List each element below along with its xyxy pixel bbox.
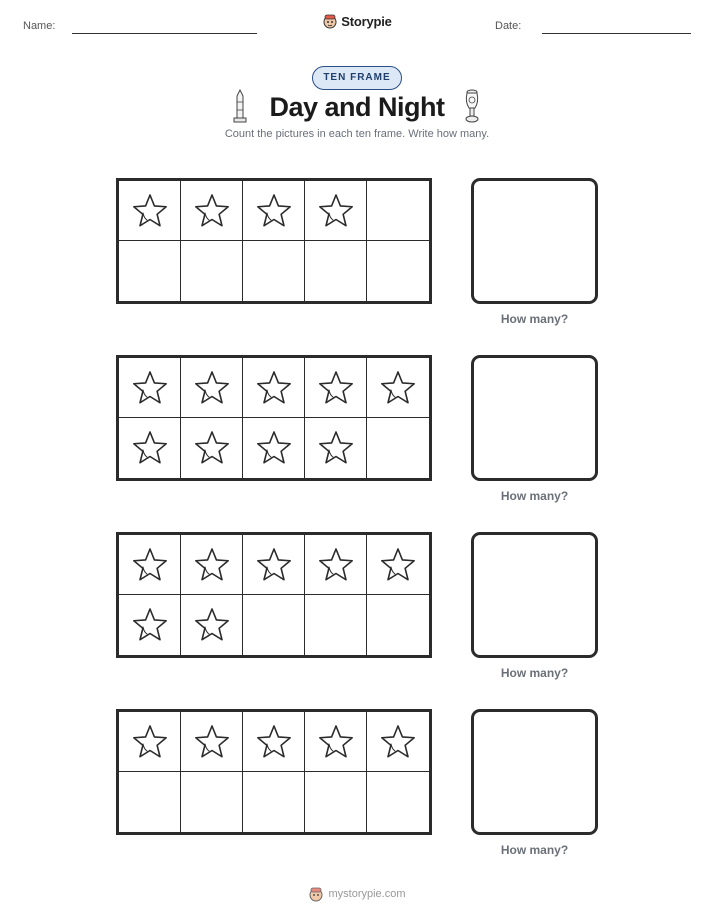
star-icon: [130, 191, 170, 231]
ten-frame-cell: [181, 772, 243, 832]
ten-frame-cell: [243, 358, 305, 418]
lamp-icon: [461, 88, 483, 124]
page-title: Day and Night: [269, 92, 445, 122]
ten-frame-cell: [119, 595, 181, 655]
ten-frame-cell: [119, 181, 181, 241]
ten-frame-cell: [367, 358, 429, 418]
storypie-mascot-icon: [308, 886, 324, 902]
answer-box[interactable]: [471, 178, 598, 304]
ten-frame-cell: [367, 418, 429, 478]
answer-box[interactable]: [471, 532, 598, 658]
ten-frame-cell: [367, 595, 429, 655]
instructions: Count the pictures in each ten frame. Write how many.: [224, 128, 490, 140]
ten-frame: [116, 178, 432, 304]
brand-name: Storypie: [341, 13, 392, 29]
star-icon: [192, 605, 232, 645]
star-icon: [254, 428, 294, 468]
ten-frame-cell: [181, 241, 243, 301]
brand: [0, 13, 714, 34]
star-icon: [130, 368, 170, 408]
star-icon: [254, 368, 294, 408]
ten-frame-cell: [181, 418, 243, 478]
star-icon: [130, 428, 170, 468]
ten-frame-cell: [305, 358, 367, 418]
how-many-label: How many?: [500, 489, 569, 503]
ten-frame-cell: [181, 535, 243, 595]
ten-frame-cell: [119, 712, 181, 772]
ten-frame-cell: [243, 772, 305, 832]
ten-frame-cell: [305, 241, 367, 301]
star-icon: [130, 722, 170, 762]
how-many-label: How many?: [500, 312, 569, 326]
star-icon: [130, 545, 170, 585]
ten-frame: [116, 709, 432, 835]
ten-frame-cell: [305, 595, 367, 655]
star-icon: [254, 722, 294, 762]
star-icon: [254, 545, 294, 585]
star-icon: [192, 368, 232, 408]
ten-frame-cell: [181, 358, 243, 418]
star-icon: [130, 605, 170, 645]
star-icon: [316, 191, 356, 231]
ten-frame-cell: [243, 241, 305, 301]
storypie-mascot-icon: [322, 13, 338, 29]
ten-frame-cell: [243, 181, 305, 241]
ten-frame-cell: [305, 418, 367, 478]
star-icon: [316, 545, 356, 585]
ten-frame-cell: [119, 772, 181, 832]
ten-frame-cell: [243, 418, 305, 478]
name-label: Name:: [23, 20, 56, 32]
ten-frame-cell: [305, 181, 367, 241]
ten-frame-cell: [119, 241, 181, 301]
star-icon: [316, 428, 356, 468]
how-many-label: How many?: [500, 843, 569, 857]
ten-frame-cell: [305, 772, 367, 832]
ten-frame: [116, 355, 432, 481]
footer-url[interactable]: mystorypie.com: [328, 888, 406, 900]
ten-frame-cell: [367, 712, 429, 772]
ten-frame-cell: [181, 595, 243, 655]
ten-frame-cell: [367, 241, 429, 301]
star-icon: [378, 722, 418, 762]
ten-frame-cell: [243, 535, 305, 595]
answer-box[interactable]: [471, 355, 598, 481]
ten-frame-cell: [367, 772, 429, 832]
date-label: Date:: [495, 20, 522, 32]
footer: [0, 886, 714, 907]
ten-frame-cell: [243, 595, 305, 655]
topic-badge: TEN FRAME: [312, 66, 401, 90]
star-icon: [192, 545, 232, 585]
ten-frame-cell: [243, 712, 305, 772]
ten-frame-cell: [367, 535, 429, 595]
ten-frame-cell: [119, 418, 181, 478]
answer-box[interactable]: [471, 709, 598, 835]
how-many-label: How many?: [500, 666, 569, 680]
ten-frame: [116, 532, 432, 658]
star-icon: [378, 545, 418, 585]
ten-frame-cell: [119, 535, 181, 595]
star-icon: [378, 368, 418, 408]
star-icon: [192, 722, 232, 762]
star-icon: [192, 191, 232, 231]
star-icon: [316, 368, 356, 408]
star-icon: [192, 428, 232, 468]
star-icon: [316, 722, 356, 762]
ten-frame-cell: [181, 712, 243, 772]
date-line[interactable]: [542, 33, 691, 34]
ten-frame-cell: [305, 712, 367, 772]
ten-frame-cell: [181, 181, 243, 241]
ten-frame-cell: [305, 535, 367, 595]
star-icon: [254, 191, 294, 231]
ten-frame-cell: [367, 181, 429, 241]
ten-frame-cell: [119, 358, 181, 418]
